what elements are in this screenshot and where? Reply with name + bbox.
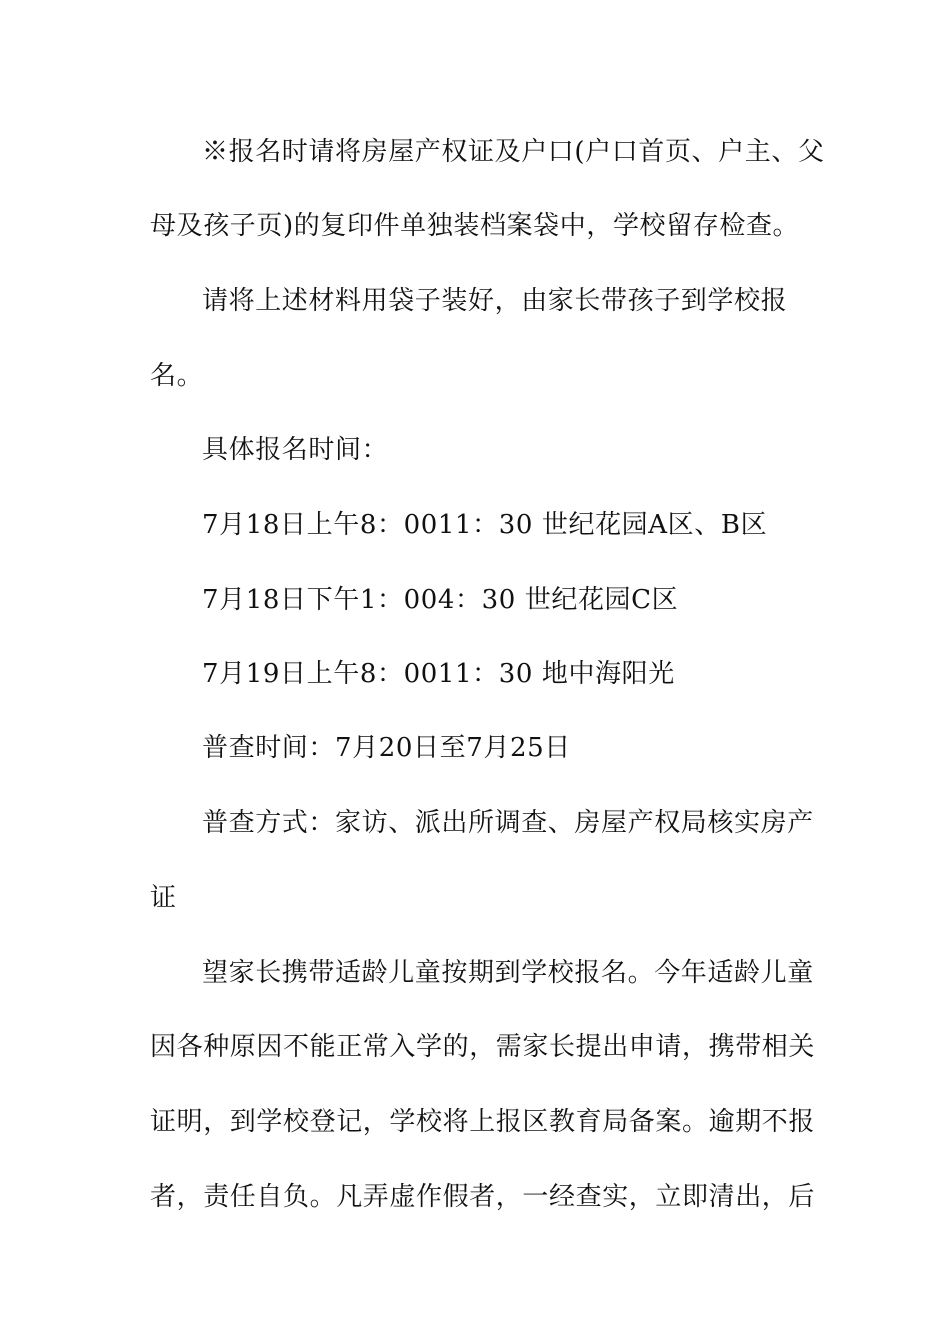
text-line-10: 普查方式：家访、派出所调查、房屋产权局核实房产 <box>202 808 814 838</box>
text-line-11: 证 <box>150 883 177 913</box>
text-line-8: 7月19日上午8：0011：30 地中海阳光 <box>202 659 675 689</box>
text-line-2: 母及孩子页)的复印件单独装档案袋中，学校留存检查。 <box>150 211 800 241</box>
text-line-9: 普查时间：7月20日至7月25日 <box>202 733 571 763</box>
text-line-3: 请将上述材料用袋子装好，由家长带孩子到学校报 <box>202 286 788 316</box>
text-line-12: 望家长携带适龄儿童按期到学校报名。今年适龄儿童 <box>202 958 814 988</box>
text-line-6: 7月18日上午8：0011：30 世纪花园A区、B区 <box>202 510 768 540</box>
text-line-13: 因各种原因不能正常入学的，需家长提出申请，携带相关 <box>150 1032 816 1062</box>
text-line-1: ※报名时请将房屋产权证及户口(户口首页、户主、父 <box>202 137 825 167</box>
text-line-14: 证明，到学校登记，学校将上报区教育局备案。逾期不报 <box>150 1107 816 1137</box>
text-line-15: 者，责任自负。凡弄虚作假者，一经查实，立即清出，后 <box>150 1182 816 1212</box>
text-line-4: 名。 <box>150 361 204 391</box>
text-line-5: 具体报名时间： <box>202 435 389 465</box>
text-line-7: 7月18日下午1：004：30 世纪花园C区 <box>202 585 679 615</box>
